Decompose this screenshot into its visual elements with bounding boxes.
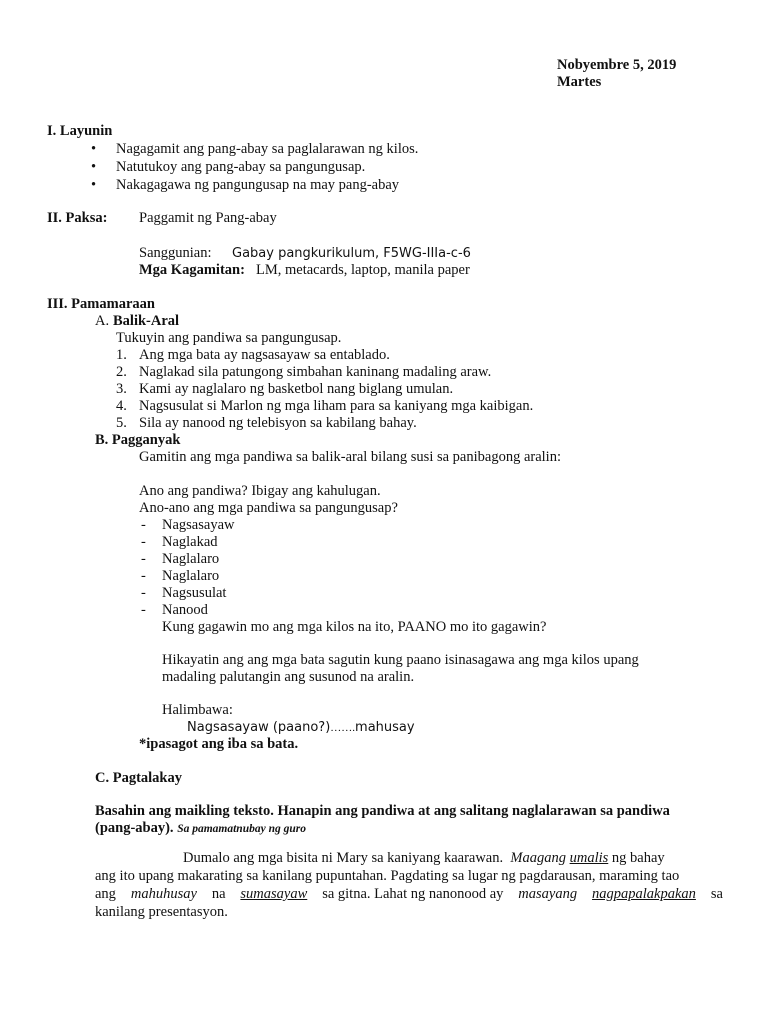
- kagamitan-value: LM, metacards, laptop, manila paper: [256, 262, 470, 278]
- guide-note: Sa pamamatnubay ng guro: [177, 823, 306, 835]
- halimbawa-example: [187, 719, 415, 737]
- pandiwa-word: nagpapalakpakan: [592, 886, 696, 902]
- sanggunian-label: Sanggunian:: [139, 245, 212, 261]
- dash-icon: -: [141, 534, 146, 550]
- section-paksa-heading: II. Paksa:: [47, 210, 108, 226]
- subsection-c-title: C. Pagtalakay: [95, 770, 182, 786]
- day: Martes: [557, 74, 602, 90]
- passage-text: ng bahay: [611, 850, 665, 866]
- pang-abay-label: (pang-abay).: [95, 820, 174, 836]
- passage-text: ang: [95, 886, 116, 902]
- pagganyak-question: Ano ang pandiwa? Ibigay ang kahulugan.: [139, 483, 381, 499]
- pagtalakay-instruction-line2: [95, 820, 306, 838]
- list-item: Naglakad sila patungong simbahan kaninang madaling araw.: [139, 364, 492, 380]
- bullet-icon: •: [91, 141, 97, 157]
- layunin-item: Nagagamit ang pang-abay sa paglalarawan ng kilos.: [116, 141, 419, 157]
- pagganyak-question: Kung gagawin mo ang mga kilos na ito, PAANO mo ito gagawin?: [162, 619, 547, 635]
- paksa-title: Paggamit ng Pang-abay: [139, 210, 277, 226]
- subsection-a-title: Balik-Aral: [113, 313, 180, 329]
- pandiwa-word: umalis: [569, 850, 609, 866]
- pagganyak-instruction: Gamitin ang mga pandiwa sa balik-aral bilang susi sa panibagong aralin:: [139, 449, 561, 465]
- balik-aral-instruction: Tukuyin ang pandiwa sa pangungusap.: [116, 330, 342, 346]
- verb-item: Nanood: [162, 602, 208, 618]
- reading-passage: [95, 849, 723, 921]
- verb-item: Naglakad: [162, 534, 218, 550]
- kagamitan-label: Mga Kagamitan:: [139, 262, 245, 278]
- halimbawa-label: Halimbawa:: [162, 702, 233, 718]
- hikayat-line: madaling palutangin ang susunod na aralin.: [162, 669, 415, 685]
- pang-abay-word: mahuhusay: [130, 886, 197, 902]
- list-number: 2.: [116, 364, 127, 380]
- pang-abay-word: masayang: [518, 886, 578, 902]
- layunin-item: Natutukoy ang pang-abay sa pangungusap.: [116, 159, 366, 175]
- hikayat-line: Hikayatin ang ang mga bata sagutin kung paano isinasagawa ang mga kilos upang: [162, 652, 639, 668]
- section-layunin-heading: I. Layunin: [47, 123, 113, 139]
- bullet-icon: •: [91, 159, 97, 175]
- list-item: Ang mga bata ay nagsasayaw sa entablado.: [139, 347, 390, 363]
- pagganyak-note: *ipasagot ang iba sa bata.: [139, 736, 299, 752]
- passage-text: na: [211, 886, 226, 902]
- example-answer: mahusay: [355, 720, 415, 735]
- example-dots: …….: [330, 722, 356, 734]
- passage-text: Dumalo ang mga bisita ni Mary sa kaniyang kaarawan.: [183, 850, 504, 866]
- passage-text: sa: [710, 886, 723, 902]
- date: Nobyembre 5, 2019: [557, 57, 677, 73]
- pang-abay-word: Maagang: [510, 850, 566, 866]
- verb-item: Nagsasayaw: [162, 517, 235, 533]
- list-number: 5.: [116, 415, 127, 431]
- sanggunian-value: Gabay pangkurikulum, F5WG-IIIa-c-6: [232, 246, 471, 261]
- dash-icon: -: [141, 517, 146, 533]
- layunin-item: Nakagagawa ng pangungusap na may pang-abay: [116, 177, 400, 193]
- list-item: Kami ay naglalaro ng basketbol nang biglang umulan.: [139, 381, 454, 397]
- example-verb: Nagsasayaw (paano?): [187, 720, 331, 735]
- subsection-b-title: B. Pagganyak: [95, 432, 181, 448]
- passage-text: sa gitna. Lahat ng nanonood ay: [322, 886, 504, 902]
- pandiwa-word: sumasayaw: [240, 886, 308, 902]
- list-item: Sila ay nanood ng telebisyon sa kabilang bahay.: [139, 415, 417, 431]
- verb-item: Naglalaro: [162, 551, 220, 567]
- pagtalakay-instruction: Basahin ang maikling teksto. Hanapin ang pandiwa at ang salitang naglalarawan sa pandiwa: [95, 803, 670, 819]
- dash-icon: -: [141, 568, 146, 584]
- subsection-a-prefix: A.: [95, 313, 110, 329]
- passage-text: kanilang presentasyon.: [95, 904, 228, 920]
- verb-item: Nagsusulat: [162, 585, 227, 601]
- dash-icon: -: [141, 551, 146, 567]
- list-item: Nagsusulat si Marlon ng mga liham para sa kaniyang mga kaibigan.: [139, 398, 534, 414]
- dash-icon: -: [141, 602, 146, 618]
- bullet-icon: •: [91, 177, 97, 193]
- verb-item: Naglalaro: [162, 568, 220, 584]
- dash-icon: -: [141, 585, 146, 601]
- list-number: 4.: [116, 398, 127, 414]
- passage-text: ang ito upang makarating sa kanilang pupuntahan. Pagdating sa lugar ng pagdarausan, maraming tao: [95, 868, 680, 884]
- section-pamamaraan-heading: III. Pamamaraan: [47, 296, 155, 312]
- list-number: 1.: [116, 347, 127, 363]
- pagganyak-question: Ano-ano ang mga pandiwa sa pangungusap?: [139, 500, 398, 516]
- list-number: 3.: [116, 381, 127, 397]
